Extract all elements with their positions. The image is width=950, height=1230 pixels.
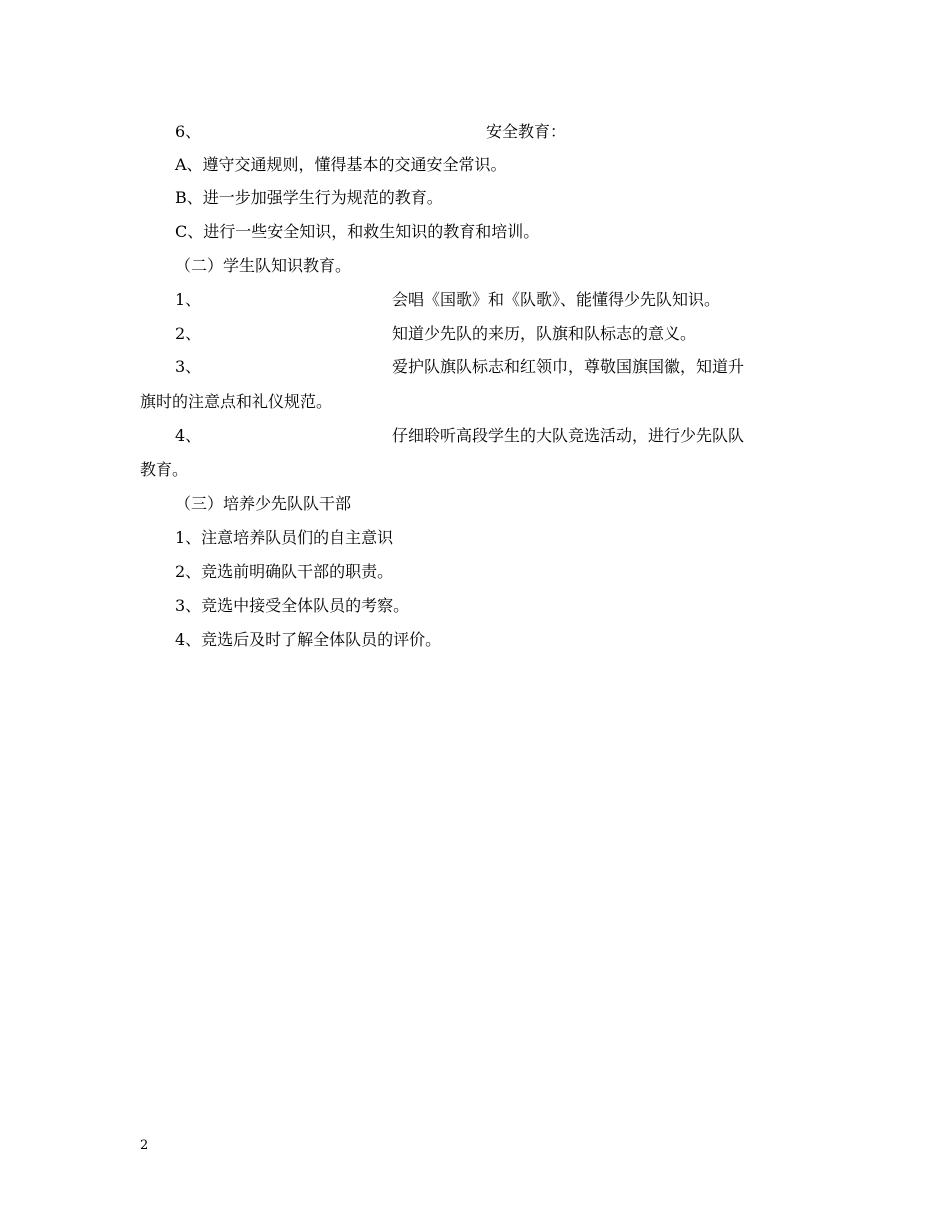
knowledge-item-1-number: 1、 (175, 290, 202, 309)
safety-item-c: C、进行一些安全知识，和救生知识的教育和培训。 (175, 222, 540, 241)
knowledge-item-2-text: 知道少先队的来历，队旗和队标志的意义。 (392, 324, 697, 343)
page-number: 2 (140, 1138, 149, 1153)
knowledge-item-3-continuation: 旗时的注意点和礼仪规范。 (140, 392, 333, 411)
knowledge-item-1-text: 会唱《国歌》和《队歌》、能懂得少先队知识。 (392, 290, 721, 309)
cadres-item-4: 4、竞选后及时了解全体队员的评价。 (175, 630, 442, 649)
cadres-item-3: 3、竞选中接受全体队员的考察。 (175, 596, 410, 615)
knowledge-item-3-number: 3、 (175, 357, 202, 376)
knowledge-item-2-number: 2、 (175, 324, 202, 343)
cadres-item-2: 2、竞选前明确队干部的职责。 (175, 562, 394, 581)
safety-item-a: A、遵守交通规则，懂得基本的交通安全常识。 (175, 155, 507, 174)
knowledge-item-4-continuation: 教育。 (140, 460, 189, 479)
knowledge-heading: （二）学生队知识教育。 (175, 256, 352, 275)
knowledge-item-4-number: 4、 (175, 426, 202, 445)
knowledge-item-3-text: 爱护队旗队标志和红领巾，尊敬国旗国徽，知道升 (392, 357, 745, 376)
cadres-item-1: 1、注意培养队员们的自主意识 (175, 528, 394, 547)
cadres-heading: （三）培养少先队队干部 (175, 494, 352, 513)
knowledge-item-4-text: 仔细聆听高段学生的大队竞选活动，进行少先队队 (392, 426, 745, 445)
safety-heading-number: 6、 (175, 122, 202, 141)
safety-item-b: B、进一步加强学生行为规范的教育。 (175, 188, 443, 207)
safety-heading-text: 安全教育： (486, 122, 567, 141)
